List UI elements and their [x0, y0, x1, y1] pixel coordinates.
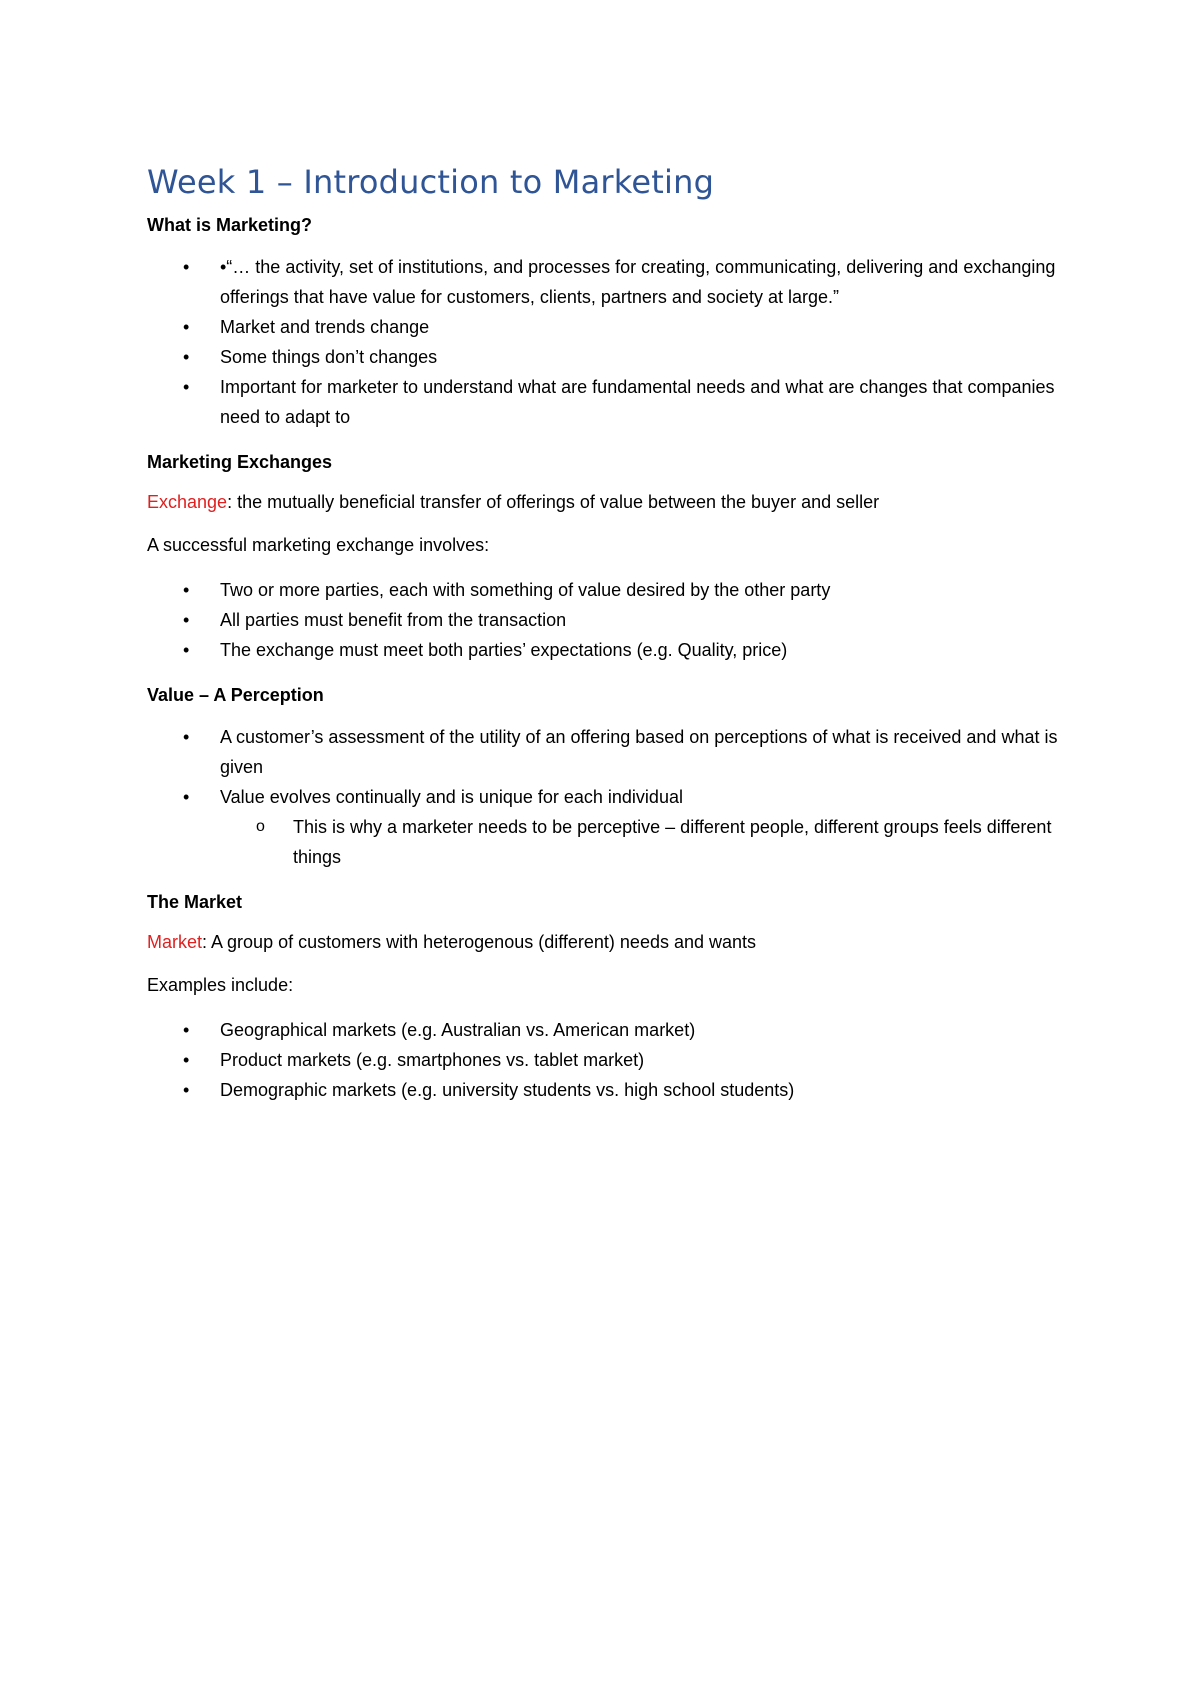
definition-exchange [147, 489, 1067, 515]
bullet-icon: • [183, 347, 190, 367]
sub-list-item: o This is why a marketer needs to be perceptive – different people, different groups feels different things [220, 812, 1067, 872]
definition-market [147, 929, 1067, 955]
list-item: • Value evolves continually and is unique for each individual o This is why a marketer needs to be perceptive – different people, different groups feels different things [147, 782, 1067, 872]
bullet-icon: • [183, 727, 190, 747]
definition-text: : A group of customers with heterogenous (different) needs and wants [202, 932, 757, 952]
list-item: • Two or more parties, each with something of value desired by the other party [147, 575, 1067, 605]
bullet-icon: • [183, 257, 190, 277]
bullet-icon: • [183, 640, 190, 660]
list-item: • Market and trends change [147, 312, 1067, 342]
definition-text: : the mutually beneficial transfer of offerings of value between the buyer and seller [227, 492, 880, 512]
bullet-icon: • [183, 610, 190, 630]
document-page [147, 160, 1067, 1122]
definition-term: Exchange [147, 492, 228, 512]
bullet-list-value [147, 722, 1067, 872]
sub-bullet-list [220, 812, 1067, 872]
section-heading-what-is-marketing: What is Marketing? [147, 215, 313, 235]
list-item: • Product markets (e.g. smartphones vs. tablet market) [147, 1045, 1067, 1075]
list-item: • Some things don’t changes [147, 342, 1067, 372]
paragraph-intro: A successful marketing exchange involves: [147, 535, 490, 555]
definition-term: Market [147, 932, 203, 952]
list-item: • Geographical markets (e.g. Australian vs. American market) [147, 1015, 1067, 1045]
list-item: • All parties must benefit from the transaction [147, 605, 1067, 635]
circle-bullet-icon: o [256, 818, 265, 835]
bullet-list-exchanges [147, 575, 1067, 665]
list-item: • Demographic markets (e.g. university students vs. high school students) [147, 1075, 1067, 1105]
bullet-list-market-examples [147, 1015, 1067, 1105]
bullet-icon: • [183, 580, 190, 600]
list-item: • •“… the activity, set of institutions, and processes for creating, communicating, delivering and exchanging offerings that have value for customers, clients, partners and society at large.” [147, 252, 1067, 312]
list-item: • Important for marketer to understand what are fundamental needs and what are changes that companies need to adapt to [147, 372, 1067, 432]
bullet-icon: • [183, 1080, 190, 1100]
list-item: • The exchange must meet both parties’ expectations (e.g. Quality, price) [147, 635, 1067, 665]
bullet-icon: • [183, 1050, 190, 1070]
section-heading-the-market: The Market [147, 892, 243, 912]
bullet-icon: • [183, 787, 190, 807]
bullet-icon: • [183, 377, 190, 397]
paragraph-intro: Examples include: [147, 975, 294, 995]
bullet-icon: • [183, 317, 190, 337]
section-heading-marketing-exchanges: Marketing Exchanges [147, 452, 333, 472]
list-item: • A customer’s assessment of the utility of an offering based on perceptions of what is received and what is given [147, 722, 1067, 782]
bullet-icon: • [183, 1020, 190, 1040]
section-heading-value-perception: Value – A Perception [147, 685, 324, 705]
bullet-list-what-is-marketing [147, 252, 1067, 432]
page-title: Week 1 – Introduction to Marketing [147, 163, 715, 201]
